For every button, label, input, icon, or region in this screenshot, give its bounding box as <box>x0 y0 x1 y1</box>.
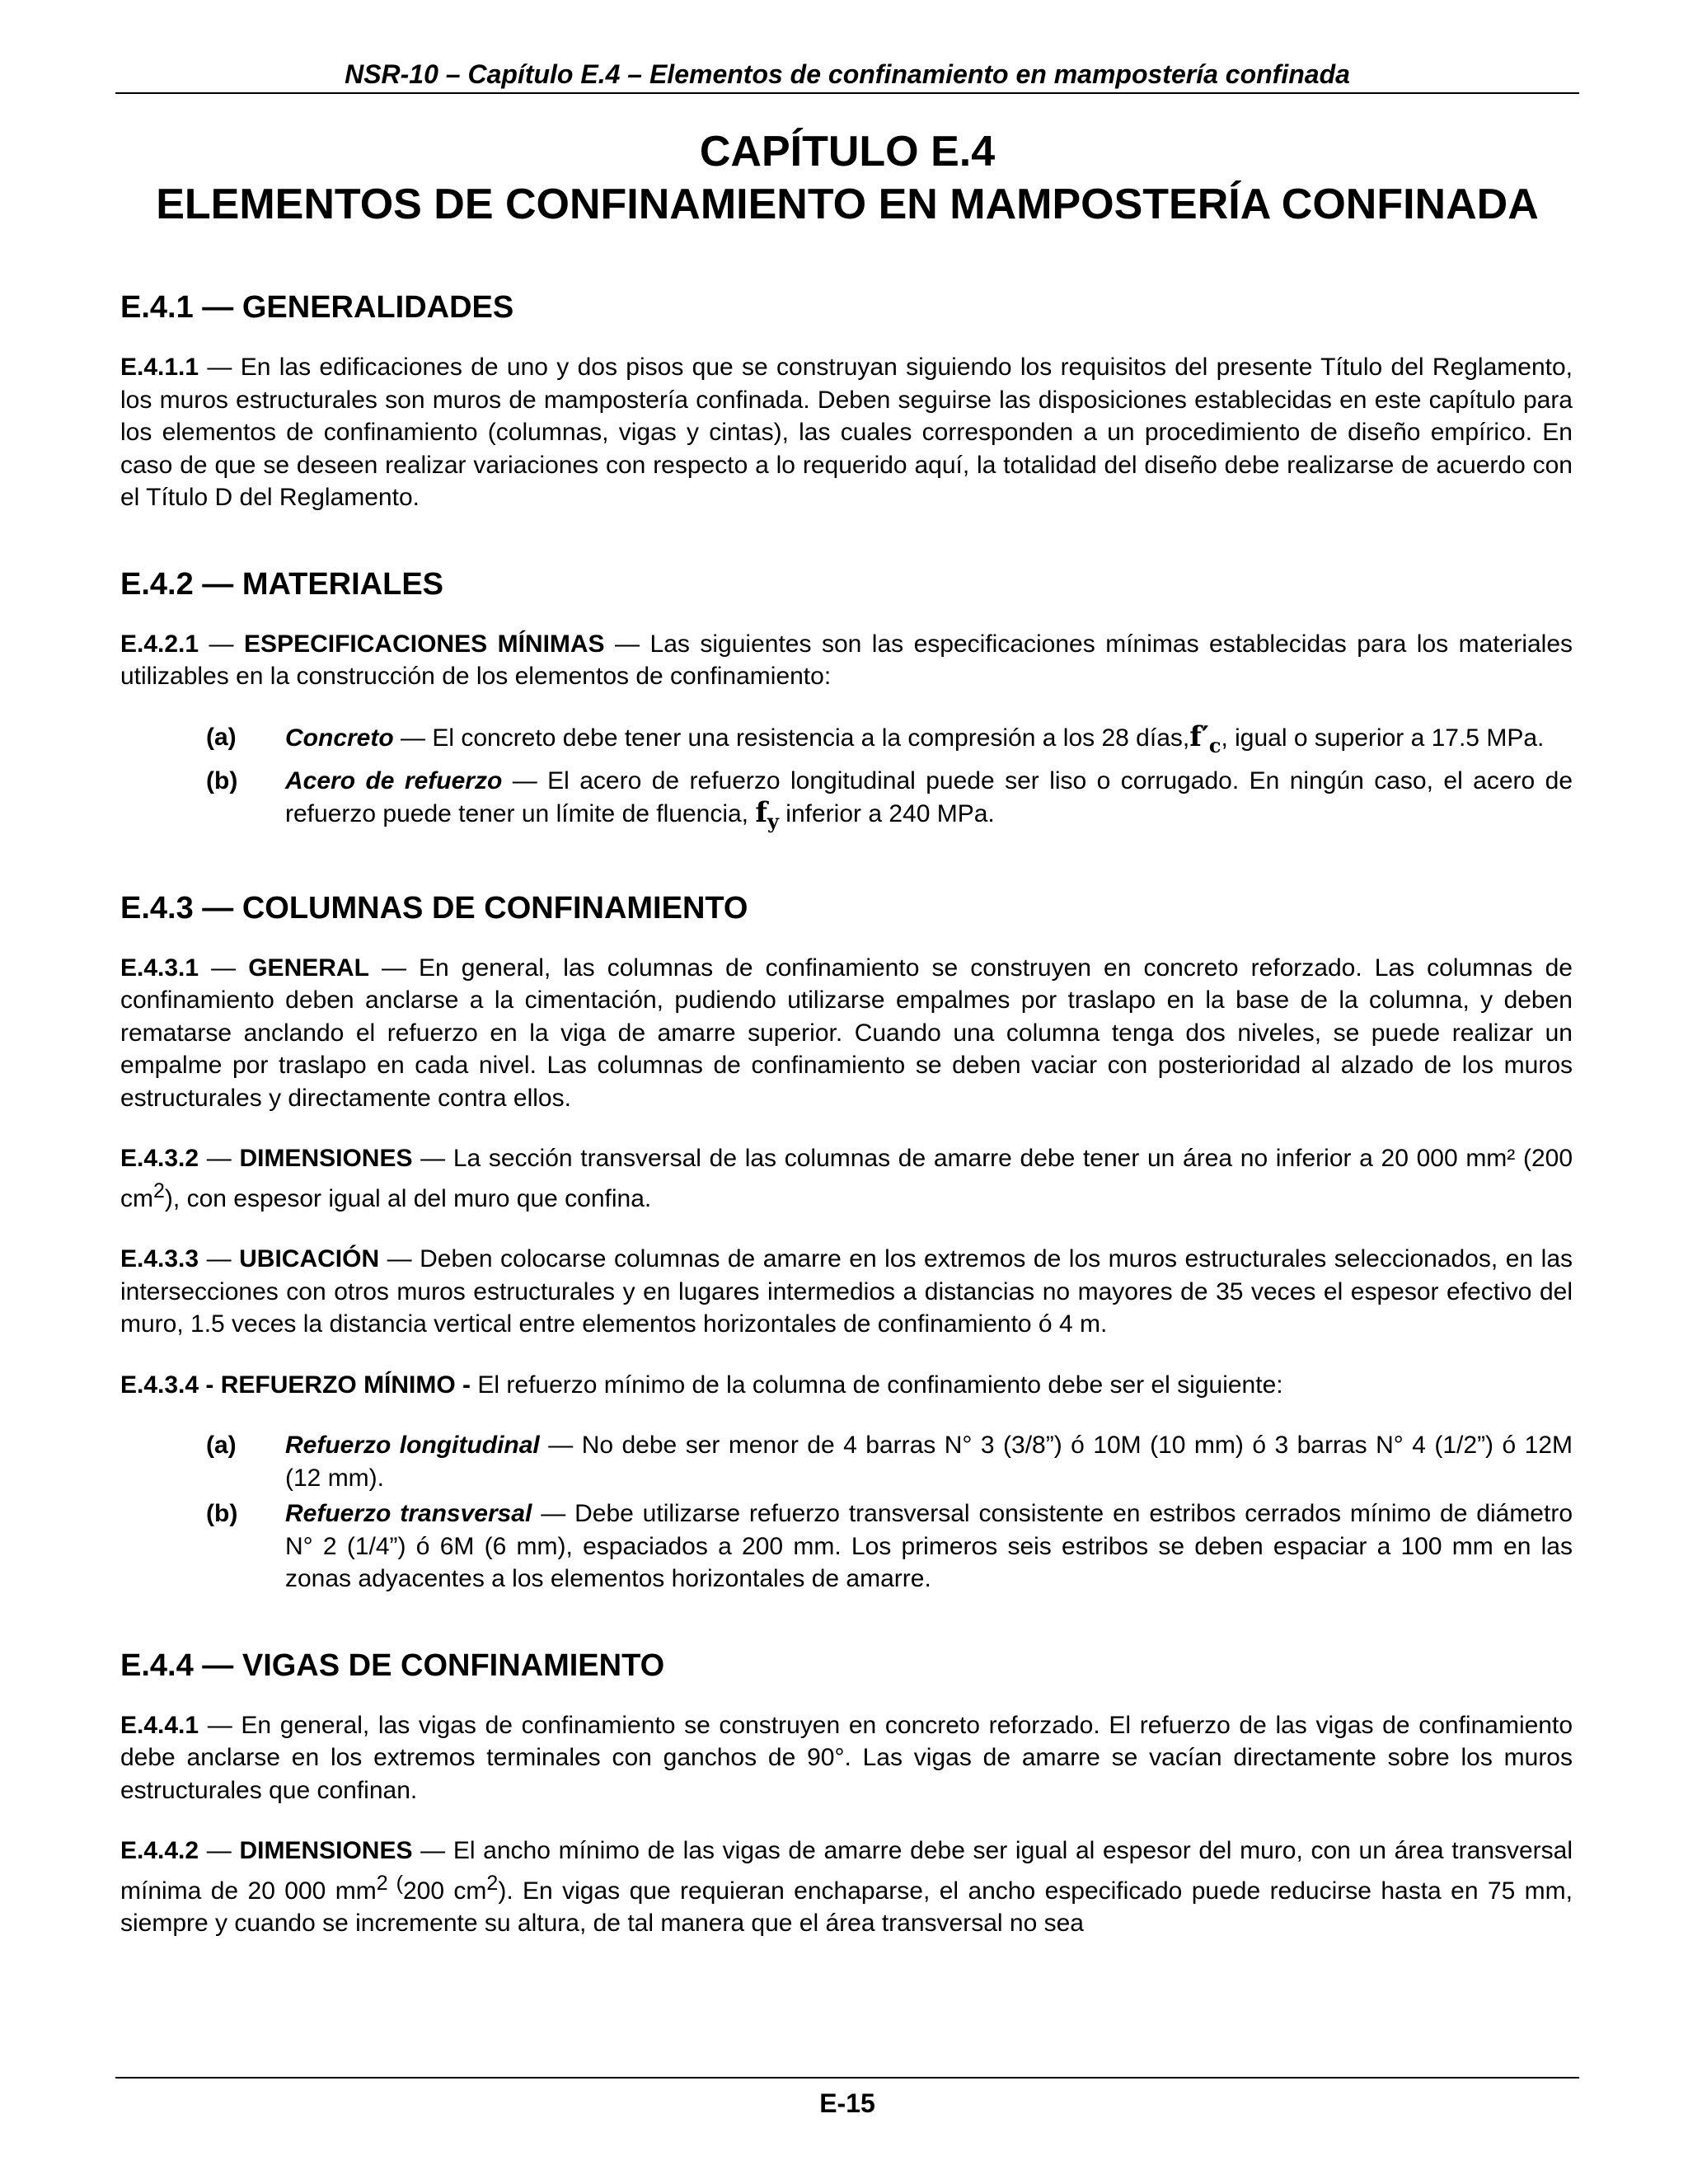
section-heading-e41: E.4.1 — GENERALIDADES <box>120 290 514 325</box>
page-number: E-15 <box>819 2088 875 2118</box>
paragraph-e442: E.4.4.2 — DIMENSIONES — El ancho mínimo de las vigas de amarre debe ser igual al espesor del muro, con un área transversal mínima de 20 000 $mm^{2 (}200$ $cm^2$). En vigas que requieran enchaparse, el ancho especificado puede reducirse hasta en 75 mm, siempre y cuando se incremente su altura, de tal manera que el área transversal no sea <box>120 1837 1573 1938</box>
section-heading-e43: E.4.3 — COLUMNAS DE CONFINAMIENTO <box>120 890 748 926</box>
header-rule <box>115 92 1579 94</box>
reinforcement-list <box>206 1429 1573 1596</box>
list-item: (b) Refuerzo transversal — Debe utilizarse refuerzo transversal consistente en estribos cerrados mínimo de diámetro N° 2 (1/4”) ó 6M (6 mm), espaciados a 200 mm. Los primeros seis estribos se deben espaciar a 100 mm en las zonas adyacentes a los elementos horizontales de amarre. <box>206 1497 1573 1596</box>
item-term: Refuerzo transversal <box>285 1500 532 1528</box>
paragraph-e411 <box>120 351 1573 514</box>
clause-text: — En las edificaciones de uno y dos pisos que se construyan siguiendo los requisitos del presente Título del Reglamento, los muros estructurales son muros de mampostería confinada. Deben seguirse las disposiciones establecidas en este capítulo para los elementos de confinamiento (columnas, vigas y cintas), las cuales corresponden a un procedimiento de diseño empírico. En caso de que se deseen realizar variaciones con respecto a lo requerido aquí, la totalidad del diseño debe realizarse de acuerdo con el Título D del Reglamento. <box>120 354 1573 511</box>
paragraph-e434: E.4.3.4 - REFUERZO MÍNIMO - El refuerzo mínimo de la columna de confinamiento debe ser el siguiente: <box>120 1371 1283 1399</box>
paragraph-e421: E.4.2.1 — ESPECIFICACIONES MÍNIMAS — Las siguientes son las especificaciones mínimas establecidas para los materiales utilizables en la construcción de los elementos de confinamiento: <box>120 630 1573 690</box>
list-item: (a) Refuerzo longitudinal — No debe ser menor de 4 barras N° 3 (3/8”) ó 10M (10 mm) ó 3 barras N° 4 (1/2”) ó 12M (12 mm). <box>206 1429 1573 1494</box>
clause-number: E.4.2.1 <box>120 630 199 658</box>
item-term: Concreto <box>285 724 394 752</box>
chapter-name: ELEMENTOS DE CONFINAMIENTO EN MAMPOSTERÍA CONFINADA <box>156 180 1539 228</box>
paragraph-e432: E.4.3.2 — DIMENSIONES — La sección transversal de las columnas de amarre debe tener un área no inferior a 20 000 mm² (200 $cm^2$), con espesor igual al del muro que confina. <box>120 1145 1573 1212</box>
item-label: (b) <box>206 766 238 794</box>
item-label: (a) <box>206 723 237 751</box>
item-term: Refuerzo longitudinal <box>285 1432 540 1460</box>
paragraph-e441: E.4.4.1 — En general, las vigas de confinamiento se construyen en concreto reforzado. El refuerzo de las vigas de confinamiento debe anclarse en los extremos terminales con ganchos de 90°. Las vigas de amarre se vacían directamente sobre los muros estructurales que confinan. <box>120 1711 1573 1804</box>
item-label: (a) <box>206 1432 237 1460</box>
item-term: Acero de refuerzo <box>285 766 503 794</box>
section-heading-e42: E.4.2 — MATERIALES <box>120 566 444 602</box>
clause-title: ESPECIFICACIONES MÍNIMAS <box>244 630 605 658</box>
list-item: (b) Acero de refuerzo — El acero de refuerzo longitudinal puede ser liso o corrugado. En ningún caso, el acero de refuerzo puede tener un límite de fluencia, $f_y$ inferior a 240 MPa. <box>206 765 1573 838</box>
clause-text: — Las siguientes son las especificaciones mínimas establecidas para los materiales utilizables en la construcción de los elementos de confinamiento: <box>120 630 1573 690</box>
chapter-title <box>82 125 1612 231</box>
list-item: (a) Concreto — El concreto debe tener una resistencia a la compresión a los 28 $días,f'_c$, igual o superior a 17.5 MPa. <box>206 721 1573 762</box>
running-header: NSR-10 – Capítulo E.4 – Elementos de confinamiento en mampostería confinada <box>345 59 1350 89</box>
paragraph-e433: E.4.3.3 — UBICACIÓN — Deben colocarse columnas de amarre en los extremos de los muros estructurales seleccionados, en las intersecciones con otros muros estructurales y en lugares intermedios a distancias no mayores de 35 veces el espesor efectivo del muro, 1.5 veces la distancia vertical entre elementos horizontales de confinamiento ó 4 m. <box>120 1245 1573 1338</box>
materials-list <box>206 721 1573 838</box>
fc-symbol: $f'_c$ <box>1189 719 1221 757</box>
clause-number: E.4.1.1 <box>120 354 199 381</box>
chapter-number: CAPÍTULO E.4 <box>699 128 996 176</box>
paragraph-e431: E.4.3.1 — GENERAL — En general, las columnas de confinamiento se construyen en concreto reforzado. Las columnas de confinamiento deben anclarse a la cimentación, pudiendo utilizarse empalmes por traslapo en la base de la columna, y deben rematarse anclando el refuerzo en la viga de amarre superior. Cuando una columna tenga dos niveles, se puede realizar un empalme por traslapo en cada nivel. Las columnas de confinamiento se deben vaciar con posterioridad al alzado de los muros estructurales y directamente contra ellos. <box>120 954 1573 1112</box>
document-body <box>120 288 1573 1940</box>
item-label: (b) <box>206 1500 238 1528</box>
section-heading-e44: E.4.4 — VIGAS DE CONFINAMIENTO <box>120 1647 665 1683</box>
footer-rule <box>115 2077 1579 2079</box>
fy-symbol: $f_y$ <box>755 796 779 834</box>
